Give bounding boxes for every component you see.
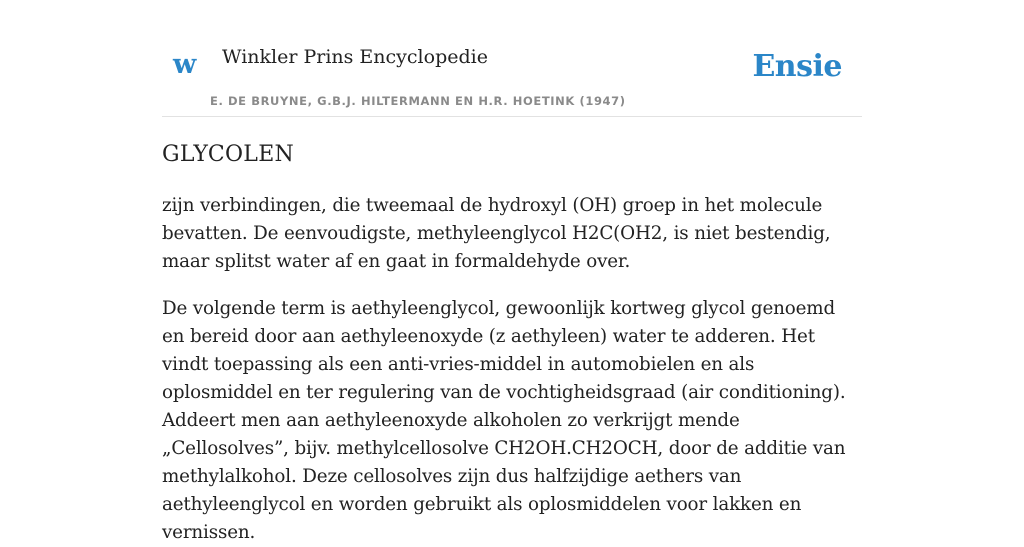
- header: [162, 0, 862, 117]
- article-paragraph: zijn verbindingen, die tweemaal de hydroxyl (OH) groep in het molecule bevatten. De eenvoudigste, methyleenglycol H2C(OH2, is niet bestendig, maar splitst water af en gaat in formaldehyde over.: [162, 195, 831, 272]
- ensie-logo[interactable]: Ensie: [752, 49, 842, 84]
- article-paragraph: De volgende term is aethyleenglycol, gewoonlijk kortweg glycol genoemd en bereid door aan aethyleenoxyde (z aethyleen) water te adderen. Het vindt toepassing als een anti-vries-middel in automobielen en als oplosmiddel en ter regulering van de vochtigheidsgraad (air conditioning). Addeert men aan aethyleenoxyde alkoholen zo verkrijgt mende „Cellosolves”, bijv. methylcellosolve CH2OH.CH2OCH, door de additie van methylalkohol. Deze cellosolves zijn dus halfzijdige aethers van aethyleenglycol en worden gebruikt als oplosmiddelen voor lakken en vernissen.: [162, 298, 846, 543]
- publication-authors: E. DE BRUYNE, G.B.J. HILTERMANN EN H.R. HOETINK (1947): [210, 94, 626, 108]
- article: [162, 140, 862, 547]
- publication-logo[interactable]: w: [173, 49, 197, 80]
- publication-title[interactable]: Winkler Prins Encyclopedie: [222, 46, 488, 68]
- article-title: GLYCOLEN: [162, 142, 295, 167]
